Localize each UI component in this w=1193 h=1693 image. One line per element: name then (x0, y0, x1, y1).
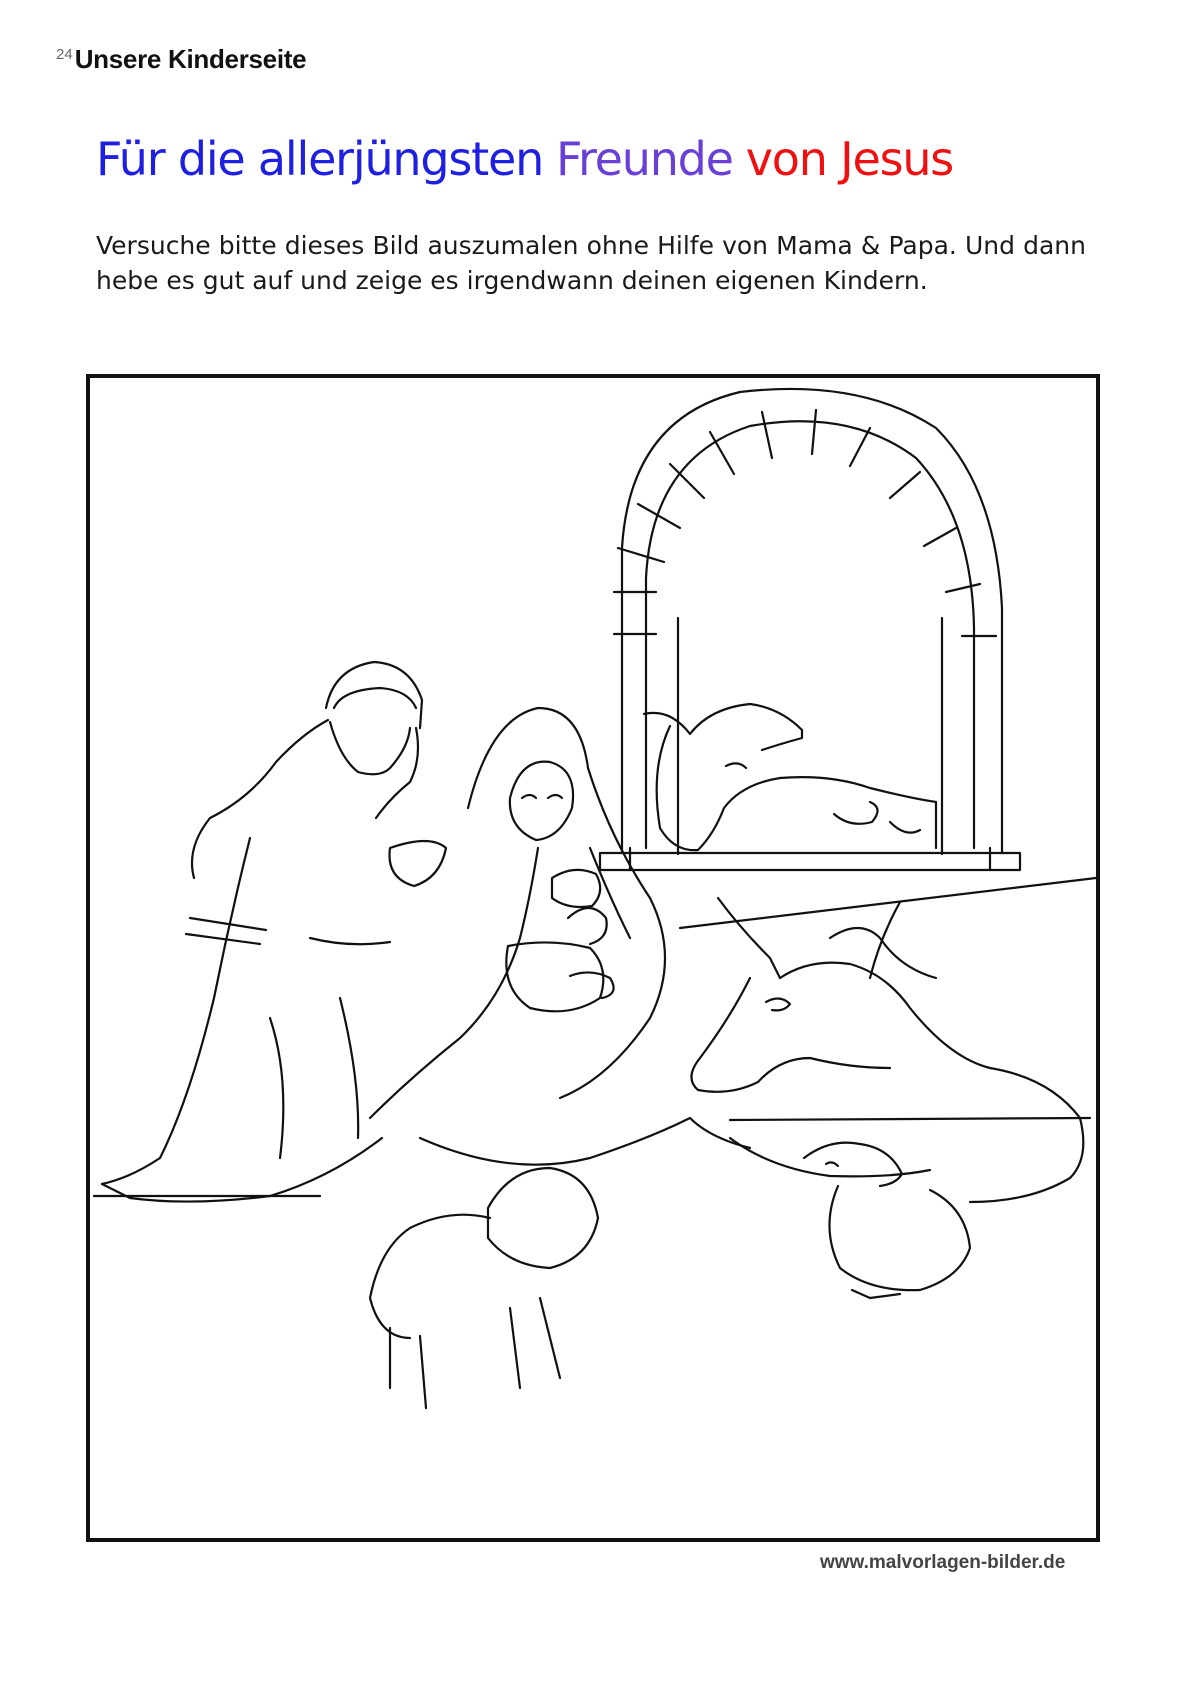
title-part-3: von Jesus (745, 132, 954, 186)
window-arch (600, 389, 1020, 870)
baby-jesus (552, 870, 600, 907)
intro-paragraph: Versuche bitte dieses Bild auszumalen ohne Hilfe von Mama & Papa. Und dann hebe es gut auf und zeige es irgendwann deinen eigenen Kindern. (96, 231, 1086, 295)
cow-head (644, 704, 936, 850)
donkey-figure (691, 898, 1083, 1202)
source-credit: www.malvorlagen-bilder.de (820, 1552, 1066, 1573)
section-label: Unsere Kinderseite (74, 44, 307, 74)
title-part-1: Für die allerjüngsten (96, 132, 544, 186)
nativity-scene-illustration (90, 378, 1096, 1538)
lamb-center (370, 1168, 598, 1408)
page-title (96, 132, 953, 186)
lamb-right (804, 1143, 970, 1298)
mary-figure (370, 708, 750, 1165)
coloring-picture (86, 374, 1100, 1542)
page-header (56, 44, 306, 75)
page-number: 24 (56, 46, 73, 63)
joseph-figure (102, 662, 446, 1202)
title-part-2: Freunde (556, 132, 733, 186)
